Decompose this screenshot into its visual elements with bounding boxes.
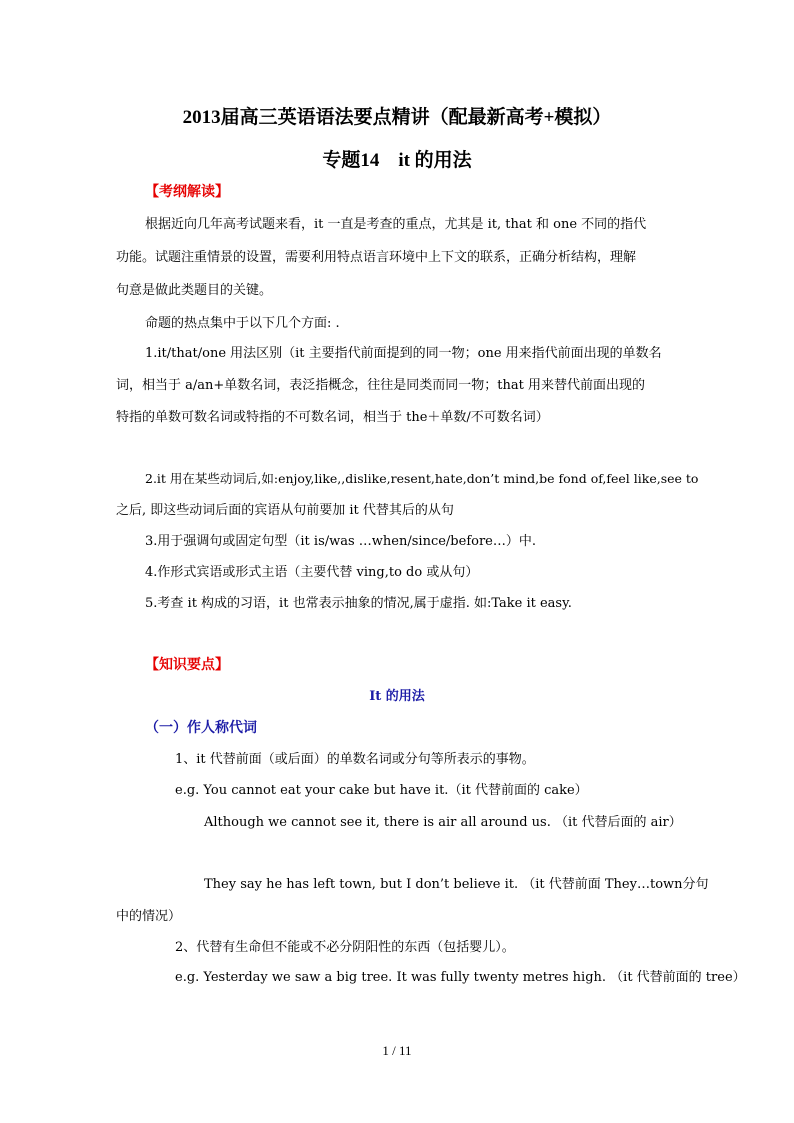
list-item-continuation: 词，相当于 a/an+单数名词，表泛指概念，往往是同类而同一物；that 用来替代前面出现的 [116,378,645,393]
paragraph-line: 根据近向几年高考试题来看，it 一直是考查的重点，尤其是 it, that 和 one 不同的指代 [145,217,647,232]
paragraph-line: 命题的热点集中于以下几个方面: . [145,316,340,331]
list-item: 1、it 代替前面（或后面）的单数名词或分句等所表示的事物。 [175,752,535,767]
section-heading-knowledge-points: 【知识要点】 [145,657,229,673]
paragraph-line: 功能。试题注重情景的设置，需要利用特点语言环境中上下文的联系，正确分析结构，理解 [116,250,637,265]
page-number: 1 / 11 [382,1043,412,1058]
list-item-continuation: 之后, 即这些动词后面的宾语从句前要加 it 代替其后的从句 [116,503,454,518]
list-item: 5.考查 it 构成的习语，it 也常表示抽象的情况,属于虚指. 如:Take it easy. [145,596,572,611]
document-title: 2013届高三英语语法要点精讲（配最新高考+模拟） [182,107,612,128]
sub-heading: （一）作人称代词 [145,720,257,736]
example-sentence: e.g. Yesterday we saw a big tree. It was fully twenty metres high. （it 代替前面的 tree） [175,970,746,985]
list-item-continuation: 特指的单数可数名词或特指的不可数名词，相当于 the＋单数/不可数名词） [116,410,549,425]
example-sentence-continuation: 中的情况） [116,909,182,924]
example-sentence: Although we cannot see it, there is air all around us. （it 代替后面的 air） [204,815,682,830]
list-item: 3.用于强调句或固定句型（it is/was …when/since/before…）中. [145,534,537,549]
list-item: 2.it 用在某些动词后,如:enjoy,like,,dislike,resent,hate,don’t mind,be fond of,feel like,see to [145,471,699,486]
list-item: 4.作形式宾语或形式主语（主要代替 ving,to do 或从句） [145,565,479,580]
list-item: 2、代替有生命但不能或不必分阴阳性的东西（包括婴儿）。 [175,940,515,955]
example-sentence: e.g. You cannot eat your cake but have it.（it 代替前面的 cake） [175,783,588,798]
section-heading-exam-outline: 【考纲解读】 [145,184,229,200]
list-item: 1.it/that/one 用法区别（it 主要指代前面提到的同一物；one 用来指代前面出现的单数名 [145,346,662,361]
section-subtitle: It 的用法 [369,689,425,704]
paragraph-line: 句意是做此类题目的关键。 [116,283,273,298]
example-sentence: They say he has left town, but I don’t believe it. （it 代替前面 They…town分句 [204,877,709,892]
document-subtitle: 专题14 it 的用法 [322,150,472,171]
